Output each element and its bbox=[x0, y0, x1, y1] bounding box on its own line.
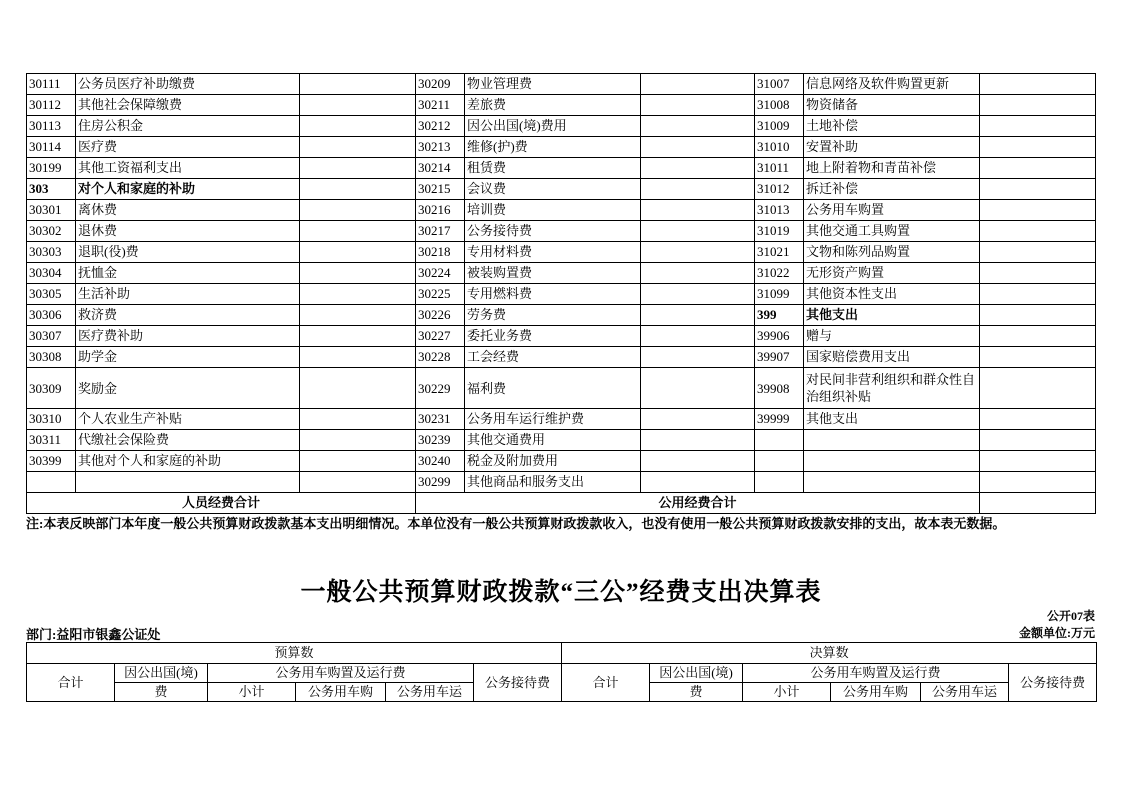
item-code: 30240 bbox=[416, 451, 465, 472]
final-abroad-header: 因公出国(境) bbox=[650, 664, 743, 683]
item-amount bbox=[641, 430, 755, 451]
item-code: 30114 bbox=[27, 137, 76, 158]
item-code: 39999 bbox=[755, 409, 804, 430]
item-amount bbox=[641, 472, 755, 493]
item-amount bbox=[300, 430, 416, 451]
item-name: 安置补助 bbox=[804, 137, 980, 158]
final-abroad-header-2: 费 bbox=[650, 683, 743, 702]
item-amount bbox=[641, 116, 755, 137]
item-name: 其他资本性支出 bbox=[804, 284, 980, 305]
final-header: 决算数 bbox=[562, 643, 1097, 664]
item-amount bbox=[980, 284, 1096, 305]
item-amount bbox=[980, 221, 1096, 242]
item-code: 31019 bbox=[755, 221, 804, 242]
item-code: 30218 bbox=[416, 242, 465, 263]
item-amount bbox=[641, 95, 755, 116]
item-code: 30111 bbox=[27, 74, 76, 95]
item-code: 30231 bbox=[416, 409, 465, 430]
budget-abroad-header: 因公出国(境) bbox=[115, 664, 208, 683]
item-code: 31099 bbox=[755, 284, 804, 305]
item-name: 无形资产购置 bbox=[804, 263, 980, 284]
item-name: 医疗费 bbox=[76, 137, 300, 158]
final-vehicle-header: 公务用车购置及运行费 bbox=[743, 664, 1009, 683]
item-code bbox=[755, 451, 804, 472]
item-name: 医疗费补助 bbox=[76, 326, 300, 347]
item-code: 30309 bbox=[27, 368, 76, 409]
department-label: 部门:益阳市银鑫公证处 bbox=[26, 627, 161, 642]
item-code: 31011 bbox=[755, 158, 804, 179]
item-code: 30239 bbox=[416, 430, 465, 451]
item-code: 31021 bbox=[755, 242, 804, 263]
item-code: 30305 bbox=[27, 284, 76, 305]
item-name: 差旅费 bbox=[465, 95, 641, 116]
item-name: 公务用车运行维护费 bbox=[465, 409, 641, 430]
table-code: 公开07表 bbox=[1046, 609, 1095, 623]
item-name: 个人农业生产补贴 bbox=[76, 409, 300, 430]
item-name: 抚恤金 bbox=[76, 263, 300, 284]
table-row bbox=[27, 221, 1096, 242]
item-code: 30215 bbox=[416, 179, 465, 200]
item-amount bbox=[980, 326, 1096, 347]
item-name: 委托业务费 bbox=[465, 326, 641, 347]
item-code: 30229 bbox=[416, 368, 465, 409]
budget-subtotal-header: 小计 bbox=[208, 683, 296, 702]
budget-abroad-header-2: 费 bbox=[115, 683, 208, 702]
item-name: 专用燃料费 bbox=[465, 284, 641, 305]
table-row bbox=[27, 242, 1096, 263]
table-row bbox=[27, 263, 1096, 284]
table-note: 注:本表反映部门本年度一般公共预算财政拨款基本支出明细情况。本单位没有一般公共预算财政拨款收入，也没有使用一般公共预算财政拨款安排的支出，故本表无数据。 bbox=[26, 516, 1006, 531]
item-code: 39906 bbox=[755, 326, 804, 347]
table-row bbox=[27, 137, 1096, 158]
item-name: 其他对个人和家庭的补助 bbox=[76, 451, 300, 472]
item-name: 其他交通工具购置 bbox=[804, 221, 980, 242]
item-amount bbox=[641, 137, 755, 158]
public-total-value bbox=[980, 493, 1096, 514]
item-code: 30214 bbox=[416, 158, 465, 179]
item-amount bbox=[300, 74, 416, 95]
table-row bbox=[27, 326, 1096, 347]
item-name: 赠与 bbox=[804, 326, 980, 347]
table-row bbox=[27, 284, 1096, 305]
item-code: 30227 bbox=[416, 326, 465, 347]
item-name: 助学金 bbox=[76, 347, 300, 368]
item-amount bbox=[980, 242, 1096, 263]
item-name: 救济费 bbox=[76, 305, 300, 326]
item-code: 30216 bbox=[416, 200, 465, 221]
item-name: 奖励金 bbox=[76, 368, 300, 409]
item-amount bbox=[980, 347, 1096, 368]
table-row bbox=[27, 451, 1096, 472]
item-name bbox=[804, 472, 980, 493]
item-amount bbox=[300, 158, 416, 179]
item-amount bbox=[641, 409, 755, 430]
item-code: 30212 bbox=[416, 116, 465, 137]
item-code: 31012 bbox=[755, 179, 804, 200]
final-vehicle-operation-header: 公务用车运 bbox=[921, 683, 1009, 702]
item-name: 租赁费 bbox=[465, 158, 641, 179]
item-name: 培训费 bbox=[465, 200, 641, 221]
unit-label: 金额单位:万元 bbox=[1019, 626, 1095, 640]
item-name: 维修(护)费 bbox=[465, 137, 641, 158]
table-row bbox=[27, 158, 1096, 179]
budget-vehicle-operation-header: 公务用车运 bbox=[386, 683, 474, 702]
table-row bbox=[27, 116, 1096, 137]
item-amount bbox=[300, 179, 416, 200]
item-name: 其他社会保障缴费 bbox=[76, 95, 300, 116]
table-row bbox=[27, 74, 1096, 95]
final-vehicle-purchase-header: 公务用车购 bbox=[831, 683, 921, 702]
budget-total-header: 合计 bbox=[27, 664, 115, 702]
totals-row bbox=[27, 493, 1096, 514]
item-name: 物资储备 bbox=[804, 95, 980, 116]
item-amount bbox=[980, 95, 1096, 116]
item-amount bbox=[300, 242, 416, 263]
item-name: 其他支出 bbox=[804, 409, 980, 430]
item-amount bbox=[980, 158, 1096, 179]
item-amount bbox=[300, 368, 416, 409]
item-amount bbox=[300, 305, 416, 326]
item-code: 30299 bbox=[416, 472, 465, 493]
item-name: 专用材料费 bbox=[465, 242, 641, 263]
item-name: 对民间非营利组织和群众性自治组织补贴 bbox=[804, 368, 980, 409]
item-amount bbox=[641, 305, 755, 326]
sangong-table bbox=[26, 642, 1097, 702]
item-code: 30225 bbox=[416, 284, 465, 305]
item-amount bbox=[641, 263, 755, 284]
item-code: 30226 bbox=[416, 305, 465, 326]
item-amount bbox=[300, 284, 416, 305]
final-total-header: 合计 bbox=[562, 664, 650, 702]
item-amount bbox=[300, 409, 416, 430]
item-amount bbox=[980, 116, 1096, 137]
item-amount bbox=[300, 263, 416, 284]
item-name: 税金及附加费用 bbox=[465, 451, 641, 472]
budget-reception-header: 公务接待费 bbox=[474, 664, 562, 702]
item-name: 国家赔偿费用支出 bbox=[804, 347, 980, 368]
item-name: 公务接待费 bbox=[465, 221, 641, 242]
item-amount bbox=[641, 284, 755, 305]
table-row bbox=[27, 347, 1096, 368]
table-row bbox=[27, 200, 1096, 221]
item-code: 39907 bbox=[755, 347, 804, 368]
item-code: 30308 bbox=[27, 347, 76, 368]
item-name: 其他交通费用 bbox=[465, 430, 641, 451]
item-code: 30307 bbox=[27, 326, 76, 347]
item-amount bbox=[980, 430, 1096, 451]
item-name: 公务员医疗补助缴费 bbox=[76, 74, 300, 95]
item-amount bbox=[300, 221, 416, 242]
item-amount bbox=[980, 368, 1096, 409]
item-name: 地上附着物和青苗补偿 bbox=[804, 158, 980, 179]
item-name bbox=[804, 430, 980, 451]
table-row bbox=[27, 472, 1096, 493]
item-name: 退休费 bbox=[76, 221, 300, 242]
item-amount bbox=[980, 472, 1096, 493]
item-code: 30310 bbox=[27, 409, 76, 430]
item-amount bbox=[300, 472, 416, 493]
table-row bbox=[27, 430, 1096, 451]
item-code: 303 bbox=[27, 179, 76, 200]
item-code: 30228 bbox=[416, 347, 465, 368]
item-amount bbox=[300, 95, 416, 116]
item-code: 31010 bbox=[755, 137, 804, 158]
item-amount bbox=[980, 137, 1096, 158]
item-amount bbox=[641, 221, 755, 242]
item-name: 因公出国(境)费用 bbox=[465, 116, 641, 137]
item-code: 30199 bbox=[27, 158, 76, 179]
item-code: 30112 bbox=[27, 95, 76, 116]
item-code: 30302 bbox=[27, 221, 76, 242]
item-amount bbox=[300, 200, 416, 221]
sangong-title: 一般公共预算财政拨款“三公”经费支出决算表 bbox=[300, 579, 822, 606]
item-code: 30209 bbox=[416, 74, 465, 95]
item-amount bbox=[980, 451, 1096, 472]
item-name: 离休费 bbox=[76, 200, 300, 221]
item-amount bbox=[641, 451, 755, 472]
table-row bbox=[27, 95, 1096, 116]
item-amount bbox=[641, 242, 755, 263]
table-row bbox=[27, 409, 1096, 430]
item-name: 物业管理费 bbox=[465, 74, 641, 95]
item-name: 文物和陈列品购置 bbox=[804, 242, 980, 263]
item-code: 30217 bbox=[416, 221, 465, 242]
item-amount bbox=[300, 137, 416, 158]
item-code: 399 bbox=[755, 305, 804, 326]
item-amount bbox=[980, 200, 1096, 221]
item-code: 30304 bbox=[27, 263, 76, 284]
item-name: 其他商品和服务支出 bbox=[465, 472, 641, 493]
item-name: 对个人和家庭的补助 bbox=[76, 179, 300, 200]
item-amount bbox=[641, 74, 755, 95]
item-amount bbox=[980, 263, 1096, 284]
item-name: 劳务费 bbox=[465, 305, 641, 326]
item-name: 工会经费 bbox=[465, 347, 641, 368]
expenditure-detail-table bbox=[26, 73, 1096, 514]
item-amount bbox=[300, 347, 416, 368]
item-code: 30113 bbox=[27, 116, 76, 137]
item-name: 拆迁补偿 bbox=[804, 179, 980, 200]
item-code: 39908 bbox=[755, 368, 804, 409]
budget-vehicle-header: 公务用车购置及运行费 bbox=[208, 664, 474, 683]
item-name: 住房公积金 bbox=[76, 116, 300, 137]
item-name: 代缴社会保险费 bbox=[76, 430, 300, 451]
item-code: 30306 bbox=[27, 305, 76, 326]
item-code: 31007 bbox=[755, 74, 804, 95]
item-amount bbox=[641, 368, 755, 409]
table-row bbox=[27, 368, 1096, 409]
item-name: 其他工资福利支出 bbox=[76, 158, 300, 179]
item-amount bbox=[641, 347, 755, 368]
item-amount bbox=[641, 200, 755, 221]
table-row bbox=[27, 305, 1096, 326]
item-name bbox=[76, 472, 300, 493]
item-code: 30303 bbox=[27, 242, 76, 263]
item-code: 31013 bbox=[755, 200, 804, 221]
final-subtotal-header: 小计 bbox=[743, 683, 831, 702]
item-amount bbox=[641, 326, 755, 347]
item-code: 30224 bbox=[416, 263, 465, 284]
item-code: 31022 bbox=[755, 263, 804, 284]
item-name: 会议费 bbox=[465, 179, 641, 200]
item-code bbox=[755, 430, 804, 451]
table-row bbox=[27, 179, 1096, 200]
item-amount bbox=[641, 158, 755, 179]
item-code: 30399 bbox=[27, 451, 76, 472]
public-total-label: 公用经费合计 bbox=[416, 493, 980, 514]
item-code: 31009 bbox=[755, 116, 804, 137]
item-name: 公务用车购置 bbox=[804, 200, 980, 221]
item-code: 30301 bbox=[27, 200, 76, 221]
item-code: 30311 bbox=[27, 430, 76, 451]
item-amount bbox=[980, 409, 1096, 430]
item-amount bbox=[300, 326, 416, 347]
item-name: 福利费 bbox=[465, 368, 641, 409]
item-code bbox=[27, 472, 76, 493]
budget-header: 预算数 bbox=[27, 643, 562, 664]
item-code bbox=[755, 472, 804, 493]
item-code: 31008 bbox=[755, 95, 804, 116]
item-amount bbox=[980, 74, 1096, 95]
item-name: 被装购置费 bbox=[465, 263, 641, 284]
item-amount bbox=[641, 179, 755, 200]
item-amount bbox=[980, 305, 1096, 326]
item-amount bbox=[300, 116, 416, 137]
item-name: 土地补偿 bbox=[804, 116, 980, 137]
personnel-total-label: 人员经费合计 bbox=[27, 493, 416, 514]
item-name bbox=[804, 451, 980, 472]
item-code: 30211 bbox=[416, 95, 465, 116]
item-amount bbox=[300, 451, 416, 472]
item-amount bbox=[980, 179, 1096, 200]
item-name: 其他支出 bbox=[804, 305, 980, 326]
item-name: 退职(役)费 bbox=[76, 242, 300, 263]
final-reception-header: 公务接待费 bbox=[1009, 664, 1097, 702]
item-code: 30213 bbox=[416, 137, 465, 158]
budget-vehicle-purchase-header: 公务用车购 bbox=[296, 683, 386, 702]
item-name: 信息网络及软件购置更新 bbox=[804, 74, 980, 95]
item-name: 生活补助 bbox=[76, 284, 300, 305]
